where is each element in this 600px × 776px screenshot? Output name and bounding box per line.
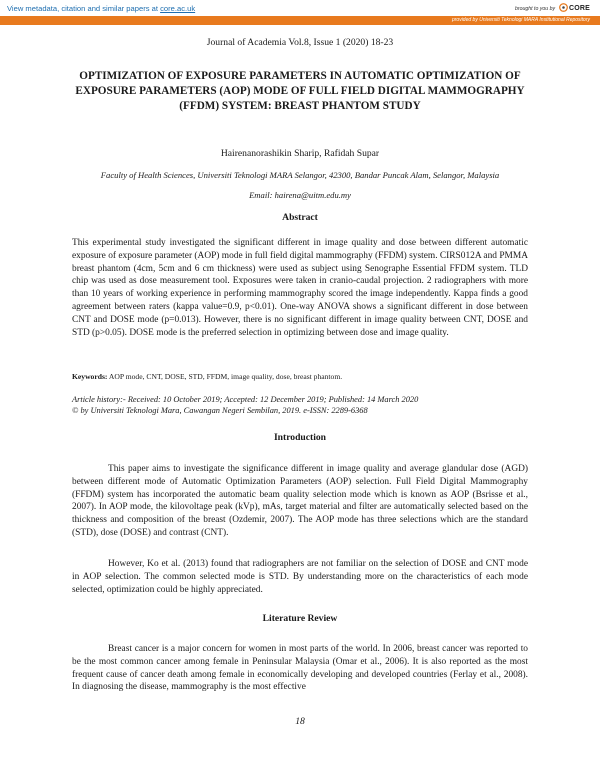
core-logo-icon <box>559 3 568 14</box>
introduction-paragraph-2: However, Ko et al. (2013) found that radiographers are not familiar on the selection of DOSE and CNT mode in AOP selection. The common selected mode is STD. By understanding more on the characteristics of each mode selected, optimization could be highly appreciated. <box>72 559 528 595</box>
affiliation: Faculty of Health Sciences, Universiti Teknologi MARA Selangor, 42300, Bandar Puncak Alam, Selangor, Malaysia <box>100 170 500 180</box>
brought-text: brought to you by <box>514 5 556 12</box>
authors: Hairenanorashikin Sharip, Rafidah Supar <box>220 148 380 159</box>
journal-header: Journal of Academia Vol.8, Issue 1 (2020) 18-23 <box>206 37 394 48</box>
article-history <box>72 394 528 416</box>
copyright-line: © by Universiti Teknologi Mara, Cawangan Negeri Sembilan, 2019. e-ISSN: 2289-6368 <box>72 406 368 415</box>
literature-review-heading: Literature Review <box>262 613 338 624</box>
core-logo-text: CORE <box>568 5 590 12</box>
core-link-site: core.ac.uk <box>160 4 196 13</box>
provided-by-bar[interactable] <box>0 16 600 25</box>
core-link-text: View metadata, citation and similar papers at <box>7 4 161 13</box>
paper-title: OPTIMIZATION OF EXPOSURE PARAMETERS IN AUTOMATIC OPTIMIZATION OF EXPOSURE PARAMETERS (AOP) MODE OF FULL FIELD DIGITAL MAMMOGRAPHY (FFDM) SYSTEM: BREAST PHANTOM STUDY <box>75 70 525 112</box>
introduction-paragraph-1: This paper aims to investigate the significance different in image quality and average glandular dose (AGD) between different mode of Automatic Optimization Parameters (AOP) selection. Full Field Digital Mammography (FFDM) system has incorporated the automatic beam quality selection mode which is known as AOP (Bsrisse et al., 2007). In AOP mode, the kilovoltage peak (kVp), mAs, target material and filter are automatically selected based on the thickness and composition of the breast (Ozdemir, 2007). The AOP mode has three selections which are the standard (STD), dose (DOSE) and contrast (CNT). <box>72 464 528 538</box>
keywords-text: AOP mode, CNT, DOSE, STD, FFDM, image quality, dose, breast phantom. <box>107 372 343 381</box>
keywords-label: Keywords: <box>72 372 108 381</box>
provided-text: provided by Universiti Teknologi MARA Institutional Repository <box>451 16 590 23</box>
abstract-heading: Abstract <box>282 212 318 223</box>
abstract-text: This experimental study investigated the significant different in image quality and dose between different automatic exposure of exposure parameter (AOP) mode in full field digital mammography (FFDM) system. CIRS012A and PMMA breast phantom (4cm, 5cm and 6 cm thickness) were used as subject using Senographe Essential FFDM system. TLD chip was used as dose measurement tool. Exposures were taken in cranio-caudal projection. 2 radiographers with more than 10 years of working experience in performing mammography scored the image independently. Kappa finds a good agreement between raters (kappa value=0.9, p<0.01). One-way ANOVA shows a significant different in dose between CNT and DOSE mode (p=0.013). However, there is no significant different in image quality between CNT, DOSE and STD (p>0.05). DOSE mode is the preferred selection in optimizing between dose and image quality. <box>72 238 528 338</box>
literature-paragraph-1: Breast cancer is a major concern for women in most parts of the world. In 2006, breast cancer was reported to be the most common cancer among female in Peninsular Malaysia (Omar et al., 2006). It is also reported as the most frequent cause of cancer death among female in economically developing and developed countries (Ferlay et al., 2008). In diagnosing the disease, mammography is the most effective <box>72 644 528 693</box>
introduction-heading: Introduction <box>273 432 327 443</box>
brought-by[interactable] <box>515 3 590 14</box>
author-email: Email: hairena@uitm.edu.my <box>249 190 351 200</box>
page-number: 18 <box>295 716 305 727</box>
keywords <box>72 372 528 381</box>
core-metadata-link[interactable] <box>7 4 195 13</box>
history-dates: Article history:- Received: 10 October 2019; Accepted: 12 December 2019; Published: 14 March 2020 <box>72 395 419 404</box>
